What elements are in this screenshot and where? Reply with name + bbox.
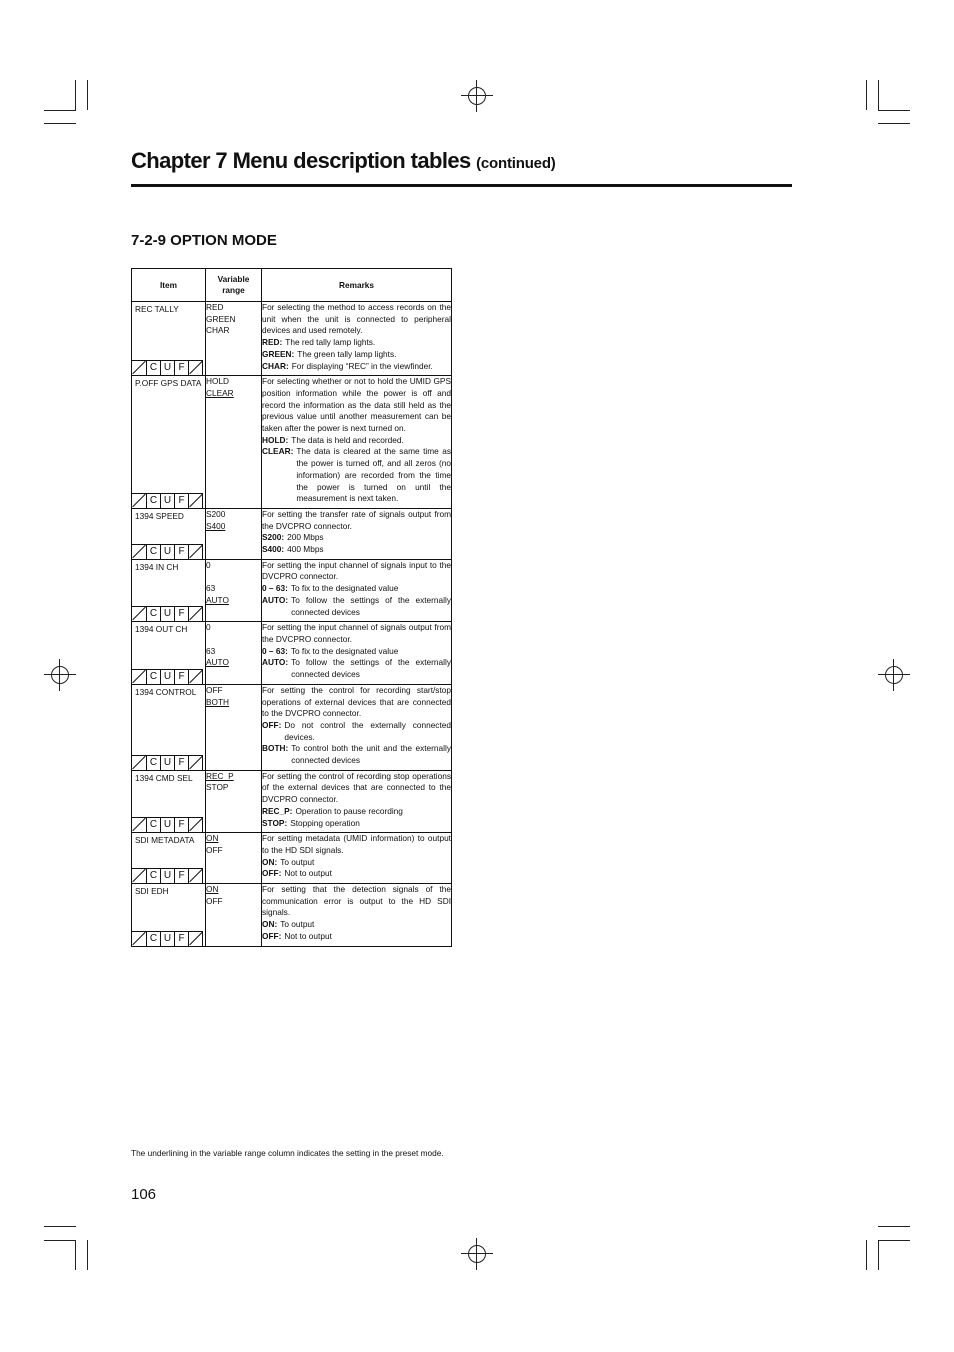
remarks-option (262, 337, 451, 349)
registration-mark-icon (878, 659, 910, 691)
cuf-indicator (132, 360, 203, 375)
option-key: GREEN: (262, 348, 295, 359)
crop-mark (878, 123, 910, 124)
option-key: RED: (262, 337, 283, 348)
item-cell (132, 770, 206, 833)
remarks-cell (262, 559, 452, 622)
cuf-indicator (132, 931, 203, 946)
option-key: ON: (262, 856, 278, 867)
range-value: 63 (206, 583, 216, 594)
item-name: SDI METADATA (135, 835, 195, 846)
option-description: To follow the settings of the externally connected devices (291, 657, 451, 680)
remarks-option (262, 349, 451, 361)
continued-label: (continued) (476, 155, 556, 172)
diagonal-slash-icon (188, 932, 202, 946)
header-range-line2: range (222, 285, 245, 295)
cuf-f: F (174, 545, 188, 559)
cuf-u: U (160, 818, 174, 832)
cuf-c: C (146, 756, 160, 770)
range-cell (206, 508, 262, 559)
header-rule (131, 184, 792, 187)
option-description: The data is cleared at the same time as the power is turned off, and all zeros (no information) are recorded from the time the power is turned on until the measurement is next taken. (296, 446, 451, 504)
item-name: 1394 OUT CH (135, 624, 188, 635)
range-value: RED (206, 302, 224, 312)
option-description: Not to output (284, 868, 332, 879)
diagonal-slash-icon (188, 607, 202, 621)
table-row (132, 684, 452, 770)
cuf-c: C (146, 494, 160, 508)
remarks-option (262, 919, 451, 931)
cuf-u: U (160, 932, 174, 946)
option-key: REC_P: (262, 805, 293, 816)
range-value: CLEAR (206, 387, 234, 398)
item-cell (132, 884, 206, 947)
remarks-option (262, 544, 451, 556)
option-key: 0 – 63: (262, 583, 288, 594)
cuf-c: C (146, 607, 160, 621)
item-name: 1394 CMD SEL (135, 772, 193, 783)
cuf-indicator (132, 817, 203, 832)
item-name: SDI EDH (135, 886, 169, 897)
remarks-option (262, 446, 451, 505)
remarks-option (262, 806, 451, 818)
option-description: For displaying “REC” in the viewfinder. (291, 360, 433, 371)
option-description: The red tally lamp lights. (285, 337, 376, 348)
cuf-u: U (160, 670, 174, 684)
crop-mark (878, 110, 910, 111)
remarks-option (262, 361, 451, 373)
option-description: To output (280, 856, 315, 867)
option-key: AUTO: (262, 594, 289, 605)
diagonal-slash-icon (188, 818, 202, 832)
section-title: 7-2-9 OPTION MODE (131, 232, 277, 249)
diagonal-slash-icon (132, 361, 146, 375)
diagonal-slash-icon (132, 670, 146, 684)
remarks-intro: For setting metadata (UMID information) to output to the HD SDI signals. (262, 833, 451, 855)
table-row (132, 559, 452, 622)
option-description: 200 Mbps (287, 532, 324, 543)
option-key: ON: (262, 919, 278, 930)
range-value: AUTO (206, 594, 229, 605)
crop-mark (878, 1226, 910, 1227)
crop-mark (87, 1240, 88, 1270)
item-cell (132, 622, 206, 685)
cuf-c: C (146, 869, 160, 883)
range-cell (206, 770, 262, 833)
cuf-indicator (132, 544, 203, 559)
header-remarks: Remarks (262, 269, 452, 302)
range-cell (206, 559, 262, 622)
diagonal-slash-icon (188, 756, 202, 770)
remarks-option (262, 818, 451, 830)
range-value: HOLD (206, 376, 230, 387)
remarks-cell (262, 508, 452, 559)
range-value: OFF (206, 684, 223, 695)
option-description: To fix to the designated value (290, 645, 399, 656)
option-key: OFF: (262, 719, 282, 730)
cuf-c: C (146, 545, 160, 559)
option-description: Do not control the externally connected devices. (284, 719, 451, 742)
remarks-intro: For setting the transfer rate of signals output from the DVCPRO connector. (262, 508, 451, 531)
range-value (206, 634, 261, 646)
remarks-option (262, 646, 451, 658)
diagonal-slash-icon (132, 756, 146, 770)
cuf-indicator (132, 493, 203, 508)
remarks-cell (262, 622, 452, 685)
range-value: CHAR (206, 325, 230, 336)
remarks-cell (262, 684, 452, 770)
range-cell (206, 833, 262, 884)
registration-mark-icon (44, 659, 76, 691)
range-value: S400 (206, 520, 226, 531)
remarks-cell (262, 302, 452, 376)
cuf-u: U (160, 869, 174, 883)
range-cell (206, 622, 262, 685)
option-description: Stopping operation (290, 817, 360, 828)
option-key: HOLD: (262, 434, 289, 445)
range-value (206, 571, 261, 583)
diagonal-slash-icon (132, 932, 146, 946)
crop-mark (878, 1240, 879, 1270)
diagonal-slash-icon (132, 607, 146, 621)
registration-mark-icon (461, 80, 493, 112)
cuf-c: C (146, 670, 160, 684)
cuf-f: F (174, 869, 188, 883)
diagonal-slash-icon (132, 818, 146, 832)
table-row (132, 884, 452, 947)
cuf-f: F (174, 494, 188, 508)
option-description: The green tally lamp lights. (297, 348, 397, 359)
page-number: 106 (131, 1186, 157, 1203)
range-cell (206, 302, 262, 376)
range-cell (206, 376, 262, 509)
range-value: AUTO (206, 657, 229, 668)
option-description: To output (280, 919, 315, 930)
option-key: CLEAR: (262, 446, 294, 457)
cuf-u: U (160, 756, 174, 770)
option-description: To follow the settings of the externally connected devices (291, 594, 451, 617)
diagonal-slash-icon (188, 670, 202, 684)
diagonal-slash-icon (188, 494, 202, 508)
diagonal-slash-icon (188, 361, 202, 375)
diagonal-slash-icon (132, 545, 146, 559)
remarks-intro: For selecting whether or not to hold the UMID GPS position information while the power is off and record the information as the data still held as the previous value until another measurement can be taken after the power is next turned on. (262, 376, 451, 434)
range-value: OFF (206, 895, 223, 906)
option-key: CHAR: (262, 360, 289, 371)
crop-mark (44, 1240, 76, 1241)
option-key: BOTH: (262, 743, 289, 754)
header-item: Item (132, 269, 206, 302)
option-key: 0 – 63: (262, 645, 288, 656)
remarks-intro: For selecting the method to access records on the unit when the unit is connected to peripheral devices and used remotely. (262, 302, 451, 336)
option-key: AUTO: (262, 657, 289, 668)
chapter-title-text: Chapter 7 Menu description tables (131, 148, 471, 173)
crop-mark (878, 80, 879, 110)
range-value: ON (206, 833, 219, 844)
diagonal-slash-icon (132, 869, 146, 883)
item-cell (132, 833, 206, 884)
cuf-f: F (174, 670, 188, 684)
cuf-c: C (146, 361, 160, 375)
remarks-option (262, 743, 451, 766)
range-value: 63 (206, 645, 216, 656)
cuf-indicator (132, 669, 203, 684)
option-key: OFF: (262, 868, 282, 879)
diagonal-slash-icon (188, 869, 202, 883)
option-description: 400 Mbps (287, 544, 324, 555)
cuf-c: C (146, 818, 160, 832)
remarks-option (262, 857, 451, 869)
range-value: STOP (206, 782, 229, 793)
remarks-intro: For setting the control of recording stop operations of the external devices that are connected to the DVCPRO connector. (262, 770, 451, 805)
item-cell (132, 508, 206, 559)
item-name: 1394 IN CH (135, 561, 179, 572)
table-row (132, 302, 452, 376)
range-value: S200 (206, 508, 226, 519)
cuf-u: U (160, 494, 174, 508)
option-description: Not to output (284, 930, 332, 941)
table-row (132, 622, 452, 685)
menu-description-table (131, 268, 452, 947)
crop-mark (866, 80, 867, 110)
table-header-row (132, 269, 452, 302)
option-description: To control both the unit and the externally connected devices (291, 743, 451, 766)
cuf-c: C (146, 932, 160, 946)
range-value: ON (206, 884, 219, 895)
range-value: 0 (206, 622, 211, 633)
crop-mark (878, 1240, 910, 1241)
remarks-option (262, 532, 451, 544)
option-key: S200: (262, 532, 285, 543)
item-name: 1394 SPEED (135, 510, 184, 521)
cuf-u: U (160, 607, 174, 621)
header-variable-range (206, 269, 262, 302)
table-row (132, 508, 452, 559)
option-key: STOP: (262, 817, 288, 828)
chapter-title (131, 148, 556, 174)
crop-mark (75, 80, 76, 110)
option-key: S400: (262, 544, 285, 555)
diagonal-slash-icon (132, 494, 146, 508)
item-name: 1394 CONTROL (135, 686, 197, 697)
range-value: 0 (206, 559, 211, 570)
range-value: OFF (206, 844, 223, 855)
range-cell (206, 684, 262, 770)
cuf-f: F (174, 756, 188, 770)
remarks-intro: For setting the input channel of signals input to the DVCPRO connector. (262, 559, 451, 582)
range-value: GREEN (206, 313, 236, 324)
remarks-option (262, 583, 451, 595)
range-value: REC_P (206, 770, 234, 781)
remarks-intro: For setting that the detection signals of the communication error is output to the HD SDI signals. (262, 884, 451, 918)
item-cell (132, 376, 206, 509)
cuf-f: F (174, 932, 188, 946)
crop-mark (44, 1226, 76, 1227)
registration-mark-icon (461, 1238, 493, 1270)
table-row (132, 770, 452, 833)
remarks-intro: For setting the control for recording start/stop operations of external devices that are connected to the DVCPRO connector. (262, 684, 451, 719)
table-row (132, 833, 452, 884)
remarks-option (262, 657, 451, 680)
remarks-option (262, 868, 451, 880)
remarks-option (262, 435, 451, 447)
item-cell (132, 684, 206, 770)
option-description: Operation to pause recording (295, 805, 403, 816)
item-cell (132, 302, 206, 376)
range-cell (206, 884, 262, 947)
cuf-f: F (174, 361, 188, 375)
cuf-u: U (160, 545, 174, 559)
cuf-f: F (174, 607, 188, 621)
cuf-indicator (132, 606, 203, 621)
remarks-cell (262, 376, 452, 509)
cuf-indicator (132, 755, 203, 770)
range-value: BOTH (206, 696, 230, 707)
item-cell (132, 559, 206, 622)
diagonal-slash-icon (188, 545, 202, 559)
remarks-option (262, 931, 451, 943)
header-range-line1: Variable (217, 274, 250, 284)
option-key: OFF: (262, 930, 282, 941)
item-name: REC TALLY (135, 304, 179, 314)
remarks-cell (262, 884, 452, 947)
crop-mark (87, 80, 88, 110)
option-description: The data is held and recorded. (291, 434, 404, 445)
remarks-option (262, 595, 451, 618)
option-description: To fix to the designated value (290, 583, 399, 594)
crop-mark (75, 1240, 76, 1270)
cuf-indicator (132, 868, 203, 883)
crop-mark (44, 123, 76, 124)
remarks-cell (262, 770, 452, 833)
crop-mark (44, 110, 76, 111)
remarks-intro: For setting the input channel of signals output from the DVCPRO connector. (262, 622, 451, 644)
footnote: The underlining in the variable range column indicates the setting in the preset mode. (131, 1148, 444, 1158)
remarks-option (262, 720, 451, 743)
remarks-cell (262, 833, 452, 884)
item-name: P.OFF GPS DATA (135, 378, 202, 389)
cuf-f: F (174, 818, 188, 832)
crop-mark (866, 1240, 867, 1270)
cuf-u: U (160, 361, 174, 375)
table-row (132, 376, 452, 509)
